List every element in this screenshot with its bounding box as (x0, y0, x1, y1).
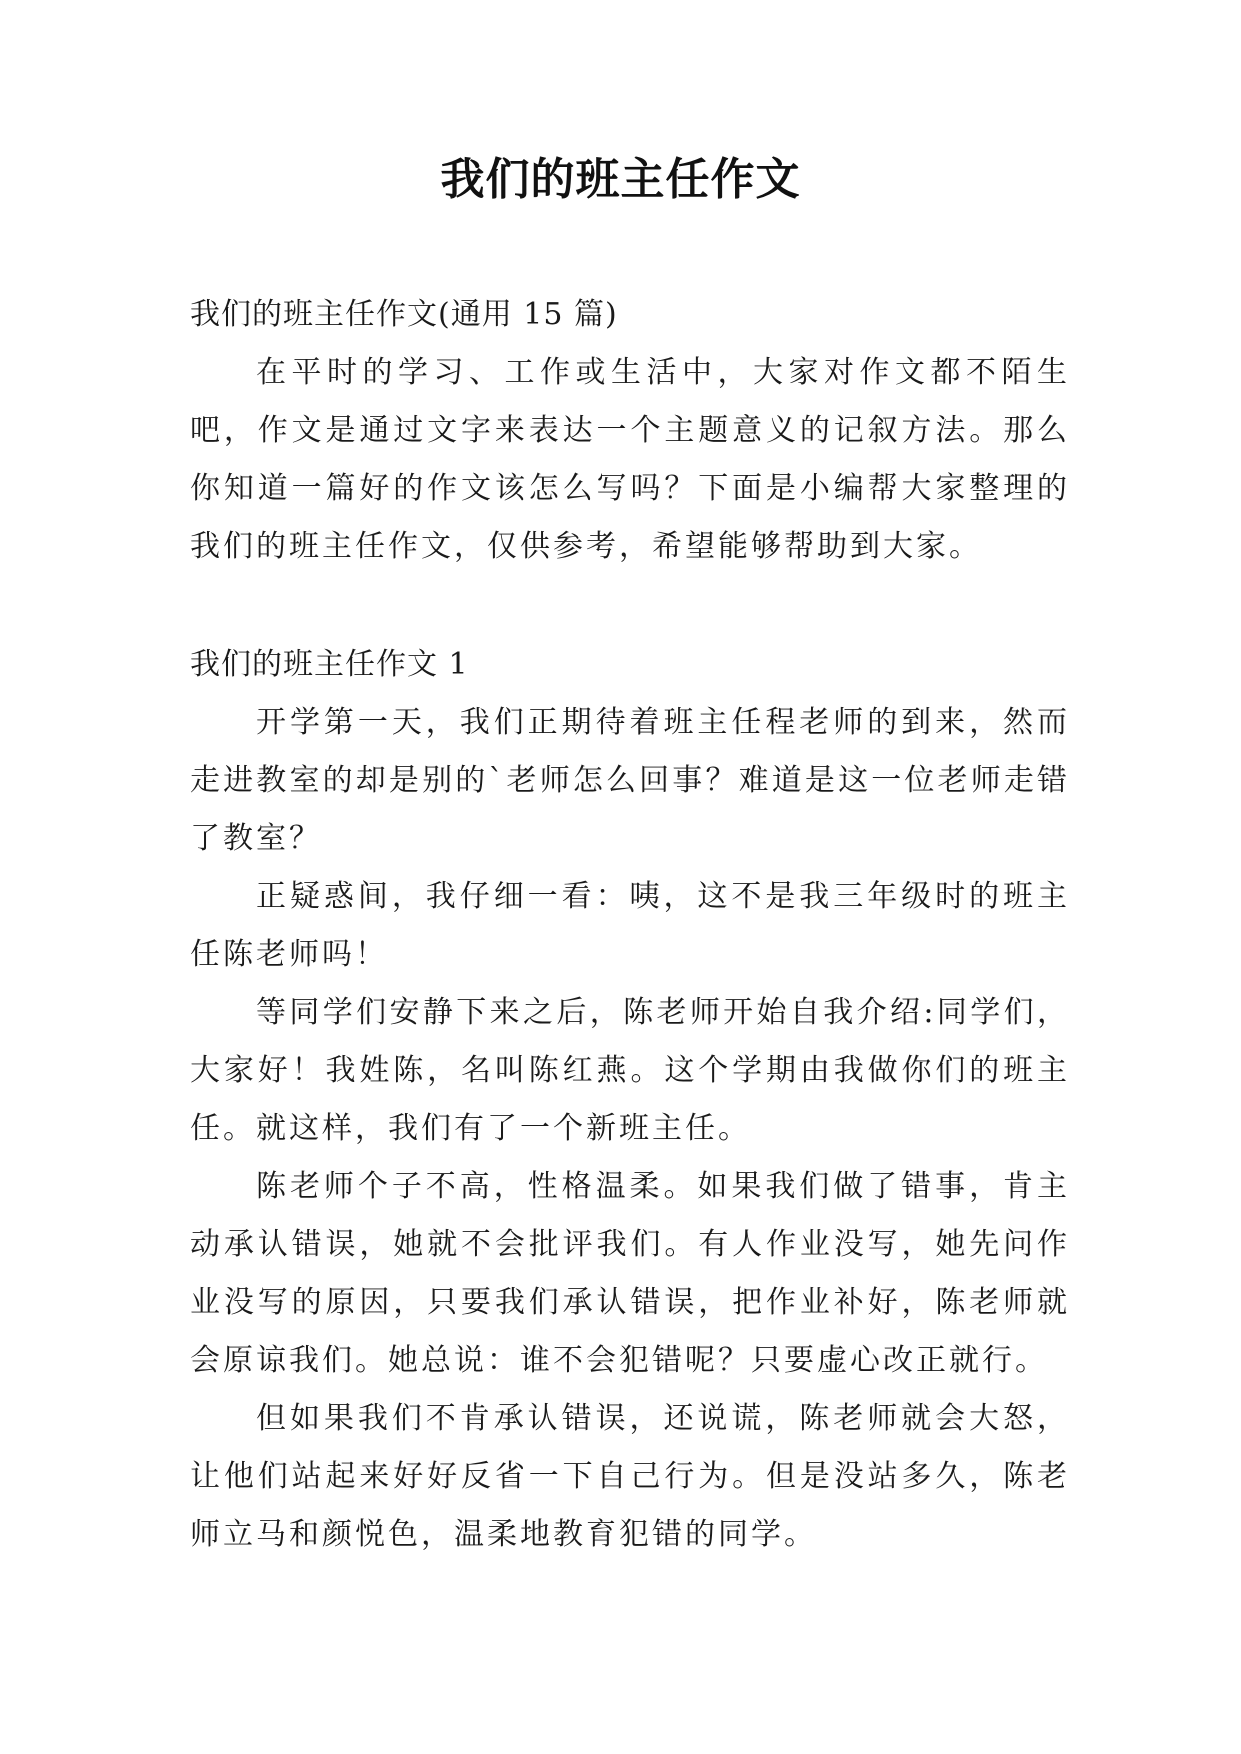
document-title: 我们的班主任作文 (440, 154, 801, 205)
paragraph-5: 但如果我们不肯承认错误，还说谎，陈老师就会大怒，让他们站起来好好反省一下自己行为。但是没站多久，陈老师立马和颜悦色，温柔地教育犯错的同学。 (190, 1401, 1070, 1552)
intro-paragraph: 在平时的学习、工作或生活中，大家对作文都不陌生吧，作文是通过文字来表达一个主题意义的记叙方法。那么你知道一篇好的作文该怎么写吗？下面是小编帮大家整理的我们的班主任作文，仅供参考，希望能够帮助到大家。 (190, 355, 1070, 564)
paragraph-2: 正疑惑间，我仔细一看：咦，这不是我三年级时的班主任陈老师吗！ (190, 879, 1070, 972)
document-body (190, 286, 1070, 1564)
section-heading: 我们的班主任作文 1 (190, 647, 469, 682)
document-subtitle: 我们的班主任作文(通用 15 篇) (190, 297, 618, 332)
paragraph-3: 等同学们安静下来之后，陈老师开始自我介绍:同学们，大家好！我姓陈，名叫陈红燕。这个学期由我做你们的班主任。就这样，我们有了一个新班主任。 (190, 995, 1070, 1146)
paragraph-4: 陈老师个子不高，性格温柔。如果我们做了错事，肯主动承认错误，她就不会批评我们。有人作业没写，她先问作业没写的原因，只要我们承认错误，把作业补好，陈老师就会原谅我们。她总说：谁不会犯错呢？只要虚心改正就行。 (190, 1169, 1070, 1378)
section-gap (190, 576, 1070, 636)
paragraph-1: 开学第一天，我们正期待着班主任程老师的到来，然而走进教室的却是别的`老师怎么回事？难道是这一位老师走错了教室？ (190, 705, 1070, 856)
